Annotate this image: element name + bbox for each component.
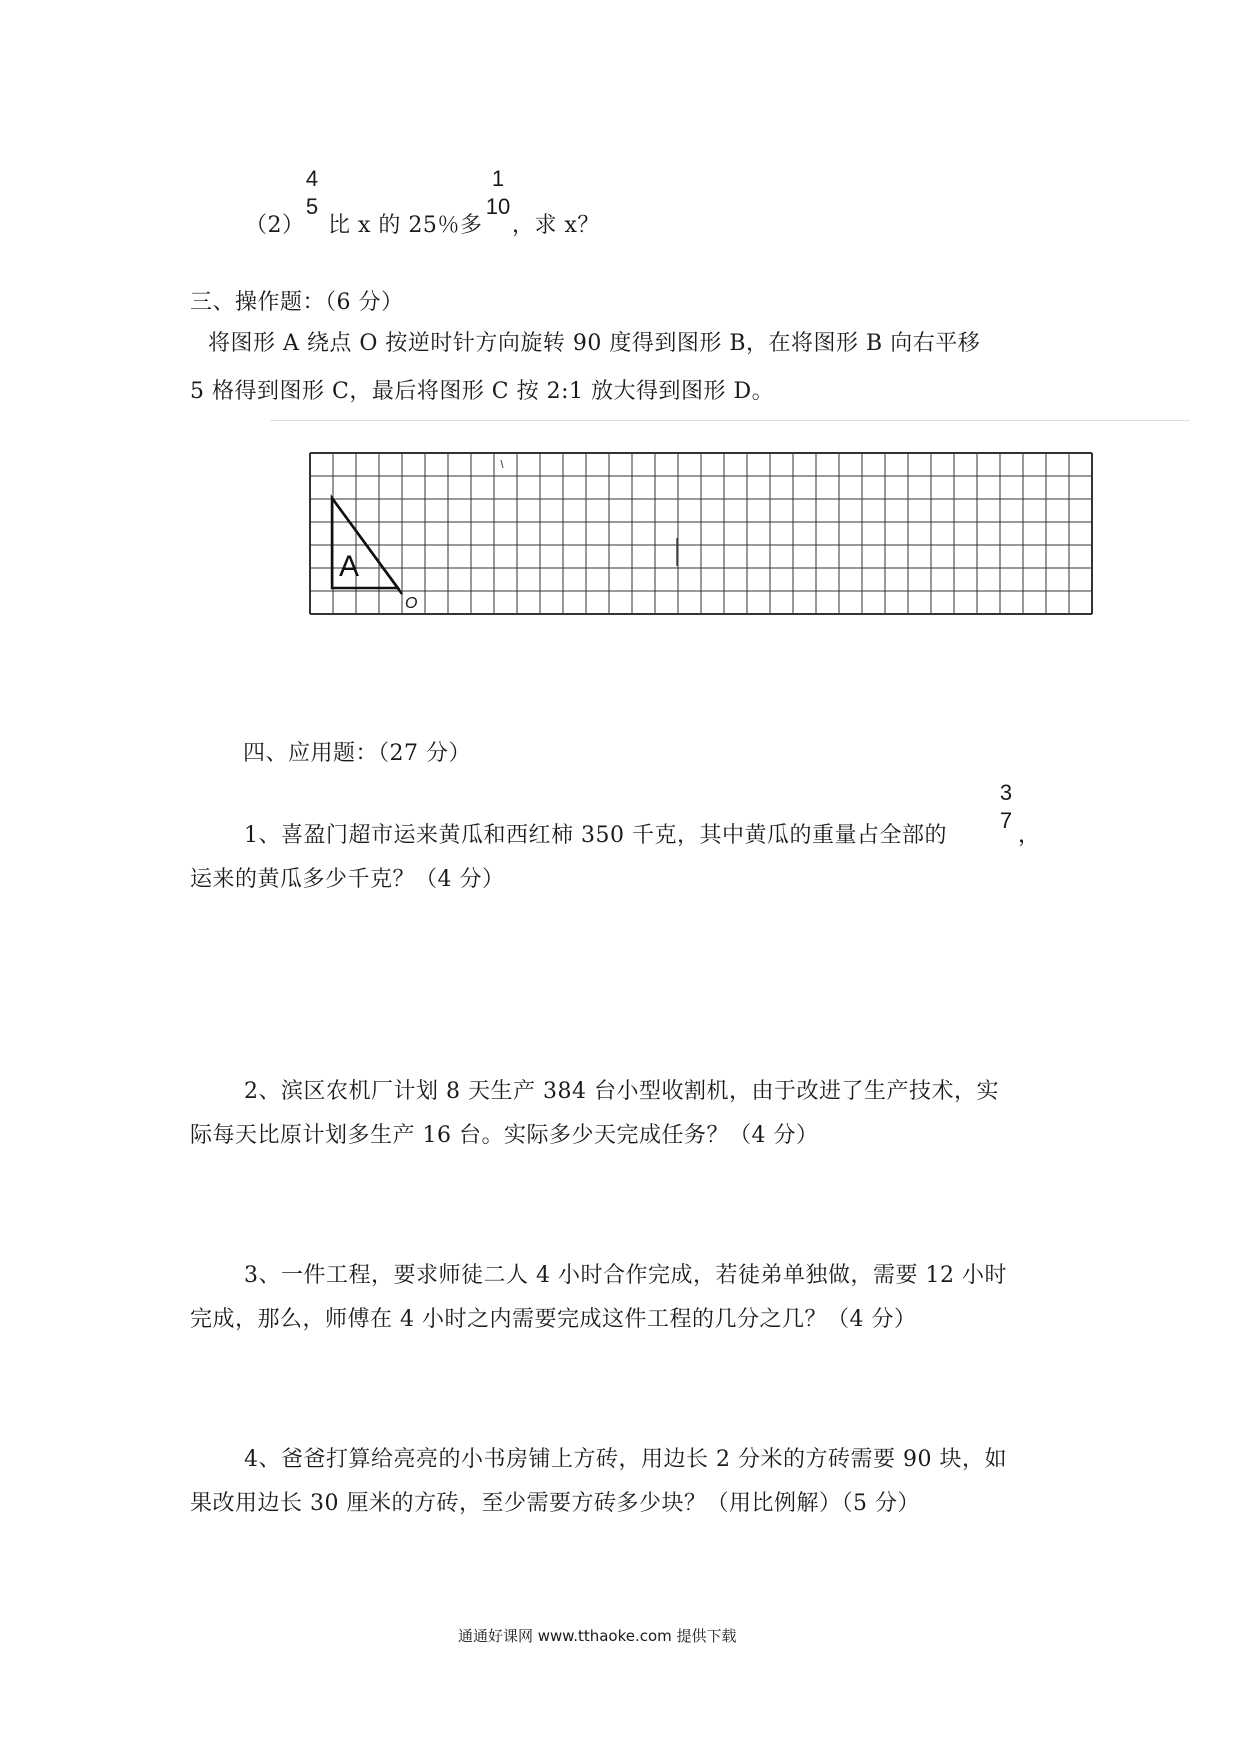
- fraction-denominator: 5: [305, 194, 319, 219]
- fraction-denominator: 7: [999, 808, 1013, 833]
- section4-title: 四、应用题：（27 分）: [243, 741, 471, 766]
- scan-edge-line: [270, 420, 1190, 421]
- graph-grid: [305, 448, 1125, 648]
- q2-prefix: （2）: [245, 213, 305, 238]
- fraction-4-5: [302, 166, 322, 220]
- fraction-numerator: 1: [491, 166, 505, 191]
- fraction-1-10: [484, 166, 512, 220]
- grid-svg: [305, 448, 1125, 648]
- p3-line1: 3、一件工程，要求师徒二人 4 小时合作完成，若徒弟单独做，需要 12 小时: [244, 1263, 1007, 1288]
- fraction-numerator: 4: [305, 166, 319, 191]
- fraction-numerator: 3: [999, 780, 1013, 805]
- q2-middle: 比 x 的 25％多: [328, 213, 483, 238]
- p1-line1-end: ，: [1018, 823, 1041, 848]
- stray-mark-top: [501, 460, 503, 468]
- p3-line2: 完成，那么，师傅在 4 小时之内需要完成这件工程的几分之几？（4 分）: [190, 1307, 917, 1332]
- p2-line1: 2、滨区农机厂计划 8 天生产 384 台小型收割机，由于改进了生产技术，实: [244, 1079, 999, 1104]
- fraction-denominator: 10: [485, 194, 511, 219]
- p2-line2: 际每天比原计划多生产 16 台。实际多少天完成任务？（4 分）: [190, 1123, 819, 1148]
- q2-suffix: ，求 x？: [512, 213, 600, 238]
- p1-line2: 运来的黄瓜多少千克？（4 分）: [190, 867, 505, 892]
- grid-lines: [310, 453, 1092, 614]
- p4-line2: 果改用边长 30 厘米的方砖，至少需要方砖多少块？（用比例解）（5 分）: [190, 1491, 920, 1516]
- p4-line1: 4、爸爸打算给亮亮的小书房铺上方砖，用边长 2 分米的方砖需要 90 块，如: [244, 1447, 1007, 1472]
- section3-line1: 将图形 A 绕点 O 按逆时针方向旋转 90 度得到图形 B，在将图形 B 向右平移: [208, 331, 981, 356]
- p1-line1: 1、喜盈门超市运来黄瓜和西红柿 350 千克，其中黄瓜的重量占全部的: [244, 823, 947, 848]
- label-o: O: [405, 595, 418, 612]
- section3-title: 三、操作题：（6 分）: [190, 290, 404, 315]
- section3-line2: 5 格得到图形 C，最后将图形 C 按 2:1 放大得到图形 D。: [190, 379, 775, 404]
- footer-credit: 通通好课网 www.tthaoke.com 提供下载: [458, 1627, 737, 1645]
- label-a: A: [339, 550, 360, 583]
- fraction-3-7: [996, 780, 1016, 834]
